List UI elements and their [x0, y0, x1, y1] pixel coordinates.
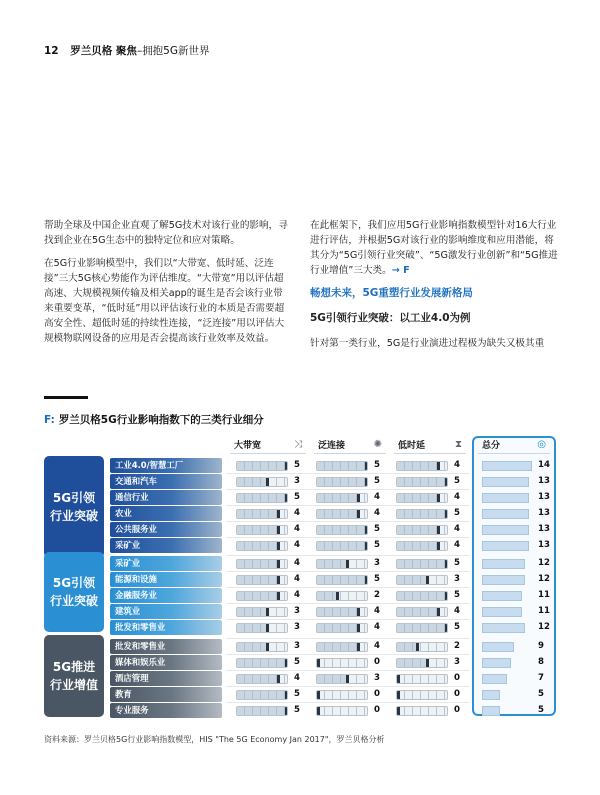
figure-title-text: 罗兰贝格5G行业影响指数下的三类行业细分	[58, 414, 264, 426]
total-score-bar	[482, 690, 500, 700]
connectivity-score-marker	[346, 674, 349, 684]
bandwidth-score-value: 4	[294, 540, 300, 550]
bandwidth-score-marker	[277, 575, 280, 585]
total-score-bar	[482, 477, 529, 487]
latency-score-value: 5	[454, 558, 460, 568]
latency-score-bar	[396, 525, 448, 535]
latency-score-value: 3	[454, 574, 460, 584]
latency-score-bar	[396, 575, 448, 585]
total-score-bar	[482, 493, 529, 503]
bandwidth-score-value: 3	[294, 641, 300, 651]
bandwidth-score-marker	[285, 706, 288, 716]
industry-label: 批发和零售业	[110, 620, 222, 635]
row-divider	[226, 521, 470, 522]
bandwidth-score-value: 4	[294, 673, 300, 683]
bandwidth-score-value: 4	[294, 574, 300, 584]
latency-score-marker	[426, 658, 429, 668]
bandwidth-score-value: 5	[294, 657, 300, 667]
column-header-total	[478, 436, 550, 454]
category-value-add	[44, 635, 104, 717]
network-icon: ✺	[373, 439, 382, 450]
scale-ticks	[237, 462, 287, 470]
industry-label: 批发和零售业	[110, 639, 222, 654]
latency-score-value: 5	[454, 508, 460, 518]
connectivity-score-bar	[316, 591, 368, 601]
bandwidth-score-bar	[236, 623, 288, 633]
bandwidth-score-value: 4	[294, 524, 300, 534]
latency-score-value: 5	[454, 622, 460, 632]
row-divider	[226, 537, 470, 538]
bandwidth-score-marker	[277, 541, 280, 551]
connectivity-score-marker	[336, 591, 339, 601]
bandwidth-score-bar	[236, 706, 288, 716]
latency-score-bar	[396, 674, 448, 684]
connectivity-score-bar	[316, 706, 368, 716]
column-header-bandwidth-label: 大带宽	[234, 441, 262, 451]
bandwidth-score-value: 4	[294, 590, 300, 600]
latency-score-marker	[426, 575, 429, 585]
scale-ticks	[397, 675, 447, 683]
column-header-latency-label: 低时延	[398, 441, 426, 451]
latency-score-marker	[437, 541, 440, 551]
bandwidth-score-bar	[236, 658, 288, 668]
latency-score-value: 0	[454, 673, 460, 683]
total-score-value: 13	[538, 508, 550, 518]
connectivity-score-value: 4	[374, 492, 380, 502]
industry-label: 专业服务	[110, 703, 222, 718]
header-subtitle: –拥抱5G新世界	[136, 45, 210, 57]
industry-label: 建筑业	[110, 604, 222, 619]
category-innovation	[44, 552, 104, 632]
total-score-value: 5	[538, 689, 544, 699]
figure-rule	[44, 396, 88, 399]
connectivity-score-bar	[316, 541, 368, 551]
industry-label: 酒店管理	[110, 671, 222, 686]
bandwidth-score-value: 5	[294, 492, 300, 502]
scale-ticks	[397, 707, 447, 715]
latency-score-marker	[445, 623, 448, 633]
right-paragraph-1	[310, 218, 560, 278]
scale-ticks	[237, 624, 287, 632]
page-header	[44, 43, 210, 58]
connectivity-score-value: 5	[374, 476, 380, 486]
industry-label: 采矿业	[110, 556, 222, 571]
industry-label: 通信行业	[110, 490, 222, 505]
scale-ticks	[397, 659, 447, 667]
bandwidth-score-bar	[236, 559, 288, 569]
scale-ticks	[317, 707, 367, 715]
hourglass-icon: ⧗	[454, 439, 462, 450]
connectivity-score-value: 5	[374, 540, 380, 550]
latency-score-marker	[397, 690, 400, 700]
scale-ticks	[317, 542, 367, 550]
latency-score-marker	[445, 509, 448, 519]
row-divider	[226, 638, 470, 639]
section-heading: 畅想未来，5G重塑行业发展新格局	[310, 287, 473, 299]
connectivity-score-bar	[316, 575, 368, 585]
connectivity-score-bar	[316, 674, 368, 684]
bandwidth-score-value: 3	[294, 606, 300, 616]
bandwidth-score-marker	[277, 591, 280, 601]
connectivity-score-marker	[357, 623, 360, 633]
latency-score-bar	[396, 477, 448, 487]
scale-ticks	[397, 643, 447, 651]
bandwidth-score-bar	[236, 493, 288, 503]
latency-score-marker	[437, 525, 440, 535]
industry-label: 工业4.0/智慧工厂	[110, 458, 222, 473]
latency-score-marker	[445, 477, 448, 487]
scale-ticks	[317, 691, 367, 699]
bandwidth-score-bar	[236, 477, 288, 487]
total-score-value: 9	[538, 641, 544, 651]
row-divider	[226, 555, 470, 556]
scale-ticks	[237, 691, 287, 699]
connectivity-score-value: 0	[374, 705, 380, 715]
connectivity-score-marker	[365, 541, 368, 551]
latency-score-value: 5	[454, 590, 460, 600]
bandwidth-score-bar	[236, 674, 288, 684]
industry-label: 媒体和娱乐业	[110, 655, 222, 670]
total-score-value: 11	[538, 590, 550, 600]
total-score-bar	[482, 525, 529, 535]
latency-score-value: 0	[454, 689, 460, 699]
subsection-heading: 5G引领行业突破：以工业4.0为例	[310, 312, 471, 324]
connectivity-score-marker	[365, 525, 368, 535]
scale-ticks	[237, 659, 287, 667]
bandwidth-score-marker	[285, 493, 288, 503]
total-score-value: 12	[538, 558, 550, 568]
connectivity-score-value: 4	[374, 641, 380, 651]
total-score-value: 11	[538, 606, 550, 616]
total-score-value: 13	[538, 524, 550, 534]
bandwidth-score-value: 5	[294, 460, 300, 470]
connectivity-score-bar	[316, 607, 368, 617]
scale-ticks	[397, 624, 447, 632]
latency-score-marker	[437, 461, 440, 471]
connectivity-score-marker	[365, 575, 368, 585]
scale-ticks	[397, 478, 447, 486]
scale-ticks	[397, 592, 447, 600]
shuffle-icon: ⤨	[294, 439, 302, 450]
latency-score-bar	[396, 607, 448, 617]
latency-score-bar	[396, 493, 448, 503]
bandwidth-score-bar	[236, 541, 288, 551]
scale-ticks	[317, 478, 367, 486]
latency-score-bar	[396, 658, 448, 668]
latency-score-bar	[396, 541, 448, 551]
connectivity-score-bar	[316, 690, 368, 700]
latency-score-bar	[396, 461, 448, 471]
row-divider	[226, 619, 470, 620]
industry-index-chart	[44, 436, 556, 718]
connectivity-score-value: 4	[374, 606, 380, 616]
connectivity-score-value: 4	[374, 508, 380, 518]
total-score-value: 12	[538, 622, 550, 632]
scale-ticks	[237, 643, 287, 651]
total-score-bar	[482, 623, 525, 633]
scale-ticks	[317, 526, 367, 534]
row-divider	[226, 505, 470, 506]
latency-score-value: 4	[454, 540, 460, 550]
bandwidth-score-bar	[236, 591, 288, 601]
industry-label: 金融服务业	[110, 588, 222, 603]
industry-label: 交通和汽车	[110, 474, 222, 489]
bandwidth-score-value: 4	[294, 508, 300, 518]
connectivity-score-marker	[317, 706, 320, 716]
bandwidth-score-marker	[277, 559, 280, 569]
scale-ticks	[317, 560, 367, 568]
page-number: 12	[44, 45, 59, 57]
latency-score-marker	[445, 559, 448, 569]
column-header-latency	[394, 436, 466, 454]
bandwidth-score-marker	[266, 607, 269, 617]
left-paragraph-2: 在5G行业影响模型中，我们以“大带宽、低时延、泛连接”三大5G核心势能作为评估维度。“大带宽”用以评估超高速、大规模视频传输及相关app的诞生是否会该行业带来重要变革，“低时延”用以评估该行业的本质是否需要超高安全性、超低时延的持续性连接，“泛连接”用以评估大规模物联网设备的应用是否会提高该行业效率及效益。	[44, 258, 285, 344]
latency-score-value: 5	[454, 476, 460, 486]
connectivity-score-marker	[357, 493, 360, 503]
connectivity-score-value: 3	[374, 558, 380, 568]
latency-score-marker	[397, 674, 400, 684]
column-header-connectivity	[314, 436, 386, 454]
latency-score-value: 4	[454, 606, 460, 616]
total-score-bar	[482, 658, 511, 668]
bandwidth-score-marker	[277, 509, 280, 519]
total-score-bar	[482, 642, 514, 652]
total-score-value: 8	[538, 657, 544, 667]
connectivity-score-marker	[357, 509, 360, 519]
scale-ticks	[397, 560, 447, 568]
bandwidth-score-value: 3	[294, 622, 300, 632]
total-score-bar	[482, 591, 522, 601]
connectivity-score-marker	[357, 607, 360, 617]
row-divider	[226, 489, 470, 490]
connectivity-score-bar	[316, 559, 368, 569]
column-header-total-label: 总分	[482, 441, 501, 451]
latency-score-bar	[396, 623, 448, 633]
bandwidth-score-bar	[236, 461, 288, 471]
connectivity-score-bar	[316, 461, 368, 471]
total-score-bar	[482, 541, 529, 551]
total-score-value: 5	[538, 705, 544, 715]
connectivity-score-bar	[316, 509, 368, 519]
category-label-2: 5G引领 行业突破	[49, 576, 98, 608]
connectivity-score-bar	[316, 493, 368, 503]
total-score-value: 14	[538, 460, 550, 470]
bandwidth-score-bar	[236, 690, 288, 700]
right-paragraph-2: 针对第一类行业，5G是行业演进过程极为缺失又极其重	[310, 338, 545, 349]
connectivity-score-bar	[316, 477, 368, 487]
scale-ticks	[397, 576, 447, 584]
connectivity-score-bar	[316, 658, 368, 668]
bandwidth-score-value: 5	[294, 689, 300, 699]
latency-score-value: 3	[454, 657, 460, 667]
row-divider	[226, 473, 470, 474]
bandwidth-score-marker	[277, 674, 280, 684]
scale-ticks	[237, 707, 287, 715]
latency-score-marker	[416, 642, 419, 652]
bandwidth-score-marker	[277, 525, 280, 535]
bandwidth-score-bar	[236, 525, 288, 535]
source-note: 资料来源：罗兰贝格5G行业影响指数模型，HIS "The 5G Economy Jan 2017"，罗兰贝格分析	[44, 735, 385, 744]
column-header-connectivity-label: 泛连接	[318, 441, 346, 451]
latency-score-bar	[396, 559, 448, 569]
connectivity-score-marker	[365, 477, 368, 487]
right-paragraph-1-text: 在此框架下，我们应用5G行业影响指数模型针对16大行业进行评估，并根据5G对该行业的影响维度和应用潜能，将其分为“5G引领行业突破”、“5G激发行业创新”和“5G推进行业增值”三大类。	[310, 220, 558, 276]
bandwidth-score-bar	[236, 509, 288, 519]
bandwidth-score-value: 4	[294, 558, 300, 568]
category-breakthrough	[44, 456, 104, 558]
connectivity-score-marker	[357, 642, 360, 652]
total-score-value: 13	[538, 492, 550, 502]
bandwidth-score-value: 3	[294, 476, 300, 486]
connectivity-score-value: 4	[374, 622, 380, 632]
connectivity-score-bar	[316, 642, 368, 652]
scale-ticks	[317, 576, 367, 584]
latency-score-bar	[396, 509, 448, 519]
scale-ticks	[317, 462, 367, 470]
bandwidth-score-marker	[266, 623, 269, 633]
scale-ticks	[237, 494, 287, 502]
industry-label: 农业	[110, 506, 222, 521]
latency-score-bar	[396, 690, 448, 700]
connectivity-score-value: 2	[374, 590, 380, 600]
bandwidth-score-marker	[285, 461, 288, 471]
row-divider	[226, 686, 470, 687]
total-score-bar	[482, 607, 522, 617]
scale-ticks	[397, 510, 447, 518]
latency-score-bar	[396, 642, 448, 652]
target-icon: ◎	[537, 439, 546, 450]
total-score-value: 12	[538, 574, 550, 584]
bandwidth-score-marker	[285, 690, 288, 700]
brand-name: 罗兰贝格 聚焦	[70, 45, 137, 57]
industry-label: 采矿业	[110, 538, 222, 553]
figure-title	[44, 412, 264, 427]
total-score-value: 13	[538, 476, 550, 486]
scale-ticks	[237, 608, 287, 616]
left-column	[44, 218, 292, 354]
bandwidth-score-marker	[266, 642, 269, 652]
connectivity-score-marker	[317, 690, 320, 700]
total-score-bar	[482, 509, 529, 519]
bandwidth-score-bar	[236, 642, 288, 652]
bandwidth-score-bar	[236, 575, 288, 585]
connectivity-score-value: 3	[374, 673, 380, 683]
connectivity-score-value: 0	[374, 657, 380, 667]
connectivity-score-marker	[365, 461, 368, 471]
connectivity-score-value: 5	[374, 574, 380, 584]
row-divider	[226, 603, 470, 604]
industry-label: 教育	[110, 687, 222, 702]
latency-score-marker	[437, 607, 440, 617]
scale-ticks	[317, 659, 367, 667]
latency-score-value: 4	[454, 460, 460, 470]
total-score-bar	[482, 674, 507, 684]
connectivity-score-value: 5	[374, 524, 380, 534]
total-score-value: 7	[538, 673, 544, 683]
connectivity-score-bar	[316, 623, 368, 633]
bandwidth-score-marker	[266, 477, 269, 487]
total-score-bar	[482, 706, 500, 716]
latency-score-value: 4	[454, 492, 460, 502]
column-header-bandwidth	[230, 436, 306, 454]
connectivity-score-value: 5	[374, 460, 380, 470]
connectivity-score-value: 0	[374, 689, 380, 699]
total-score-value: 13	[538, 540, 550, 550]
connectivity-score-bar	[316, 525, 368, 535]
category-label-3: 5G推进 行业增值	[49, 660, 98, 692]
left-paragraph-1: 帮助全球及中国企业直观了解5G技术对该行业的影响，寻找到企业在5G生态中的独特定位和应对策略。	[44, 220, 288, 246]
bandwidth-score-value: 5	[294, 705, 300, 715]
latency-score-marker	[437, 493, 440, 503]
row-divider	[226, 670, 470, 671]
connectivity-score-marker	[317, 658, 320, 668]
latency-score-value: 4	[454, 524, 460, 534]
latency-score-bar	[396, 591, 448, 601]
scale-ticks	[237, 478, 287, 486]
latency-score-bar	[396, 706, 448, 716]
right-column	[310, 218, 560, 359]
latency-score-marker	[445, 591, 448, 601]
figure-reference-link[interactable]: → F	[391, 265, 410, 276]
scale-ticks	[317, 592, 367, 600]
connectivity-score-marker	[346, 559, 349, 569]
latency-score-value: 2	[454, 641, 460, 651]
row-divider	[226, 571, 470, 572]
bandwidth-score-bar	[236, 607, 288, 617]
row-divider	[226, 654, 470, 655]
row-divider	[226, 702, 470, 703]
bandwidth-score-marker	[285, 658, 288, 668]
total-score-bar	[482, 575, 525, 585]
category-label-1: 5G引领 行业突破	[49, 491, 98, 523]
figure-label: F:	[44, 414, 55, 426]
industry-label: 公共服务业	[110, 522, 222, 537]
latency-score-marker	[397, 706, 400, 716]
total-score-bar	[482, 461, 532, 471]
industry-label: 能源和设施	[110, 572, 222, 587]
row-divider	[226, 587, 470, 588]
scale-ticks	[397, 691, 447, 699]
scale-ticks	[317, 675, 367, 683]
total-score-bar	[482, 559, 525, 569]
latency-score-value: 0	[454, 705, 460, 715]
